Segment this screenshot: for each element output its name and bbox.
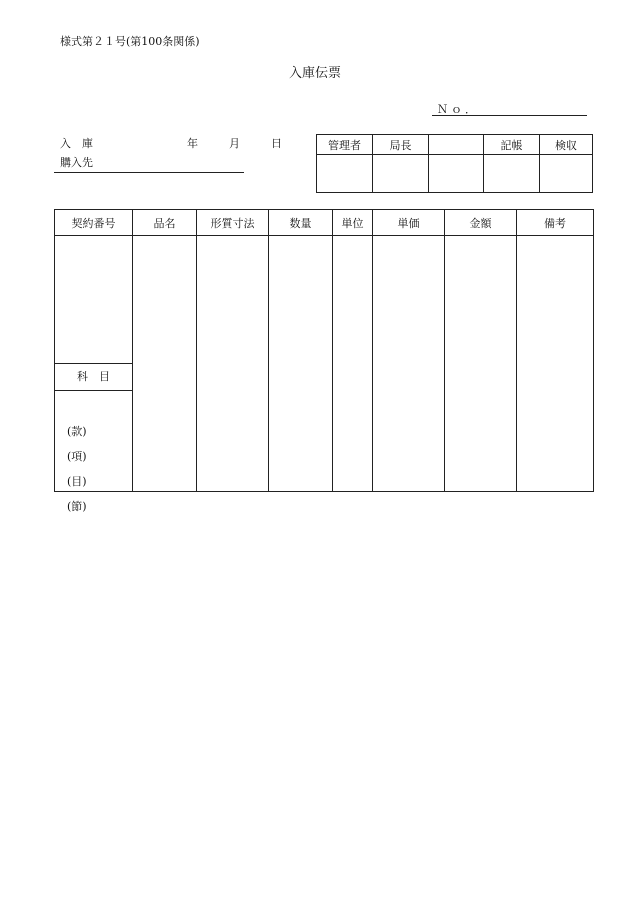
cell-contract-number[interactable] — [55, 236, 133, 513]
approval-stamp-ledger[interactable] — [484, 155, 540, 193]
approval-header-ledger: 記帳 — [484, 135, 540, 155]
supplier-label: 購入先 — [60, 156, 93, 169]
account-setsu-label: (節) — [67, 500, 87, 513]
cell-quantity[interactable] — [269, 236, 333, 492]
account-subject-label: 科 目 — [55, 363, 132, 391]
approval-stamp-manager[interactable] — [317, 155, 373, 193]
cell-dimensions[interactable] — [197, 236, 269, 492]
page-title: 入庫伝票 — [288, 66, 341, 81]
column-header-item-name: 品名 — [133, 210, 197, 236]
column-header-unit: 単位 — [333, 210, 373, 236]
column-header-contract-number: 契約番号 — [55, 210, 133, 236]
column-header-amount: 金額 — [445, 210, 517, 236]
column-header-remarks: 備考 — [517, 210, 594, 236]
cell-unit-price[interactable] — [373, 236, 445, 492]
form-reference: 様式第２１号(第100条関係) — [60, 35, 200, 48]
contract-number-cell-content — [55, 236, 132, 513]
supplier-field-line — [54, 172, 244, 173]
account-moku-label: (目) — [67, 475, 87, 488]
item-detail-table — [54, 209, 594, 513]
column-header-unit-price: 単価 — [373, 210, 445, 236]
column-header-quantity: 数量 — [269, 210, 333, 236]
day-label: 日 — [271, 137, 282, 150]
approval-header-blank — [429, 135, 484, 155]
cell-amount[interactable] — [445, 236, 517, 492]
year-label: 年 — [187, 137, 198, 150]
approval-header-inspection: 検収 — [540, 135, 593, 155]
approval-stamp-director[interactable] — [373, 155, 429, 193]
cell-remarks[interactable] — [517, 236, 594, 492]
approval-stamp-blank[interactable] — [429, 155, 484, 193]
approval-header-director: 局長 — [373, 135, 429, 155]
approval-header-manager: 管理者 — [317, 135, 373, 155]
number-field-line — [432, 115, 587, 116]
number-label: Ｎｏ． — [437, 103, 479, 116]
cell-item-name[interactable] — [133, 236, 197, 492]
cell-unit[interactable] — [333, 236, 373, 492]
account-kan-label: (款) — [67, 425, 87, 438]
approval-stamp-inspection[interactable] — [540, 155, 593, 193]
month-label: 月 — [229, 137, 240, 150]
column-header-dimensions: 形質寸法 — [197, 210, 269, 236]
account-kou-label: (項) — [67, 450, 87, 463]
receipt-label: 入 庫 — [60, 137, 93, 150]
approval-stamp-table — [316, 134, 593, 193]
